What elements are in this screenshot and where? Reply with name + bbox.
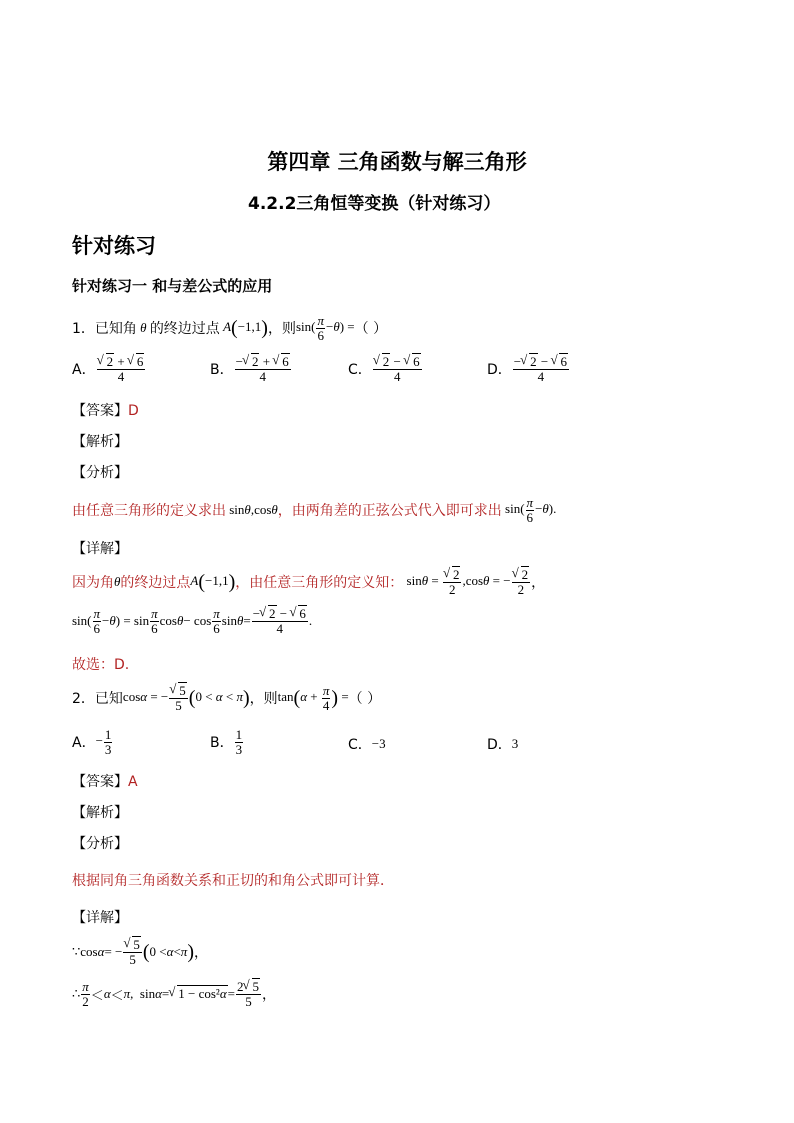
analysis-text-2: ，由两角差的正弦公式代入即可求出 xyxy=(277,503,502,520)
q1-conclusion: 故选：D. xyxy=(72,657,130,673)
q2-xiangjie: 【详解】 xyxy=(72,910,128,926)
sin-cos-values: sinθ = √ $\frac{2}{2}$ ,cosθ = − √ $\frac{2}{2}$ xyxy=(403,568,531,596)
q2-cos-expression: cosα = − √ $\frac{5}{5}$ (0 < α < π) xyxy=(123,684,250,712)
q2-fenxi: 【分析】 xyxy=(72,836,128,852)
option-label: D． xyxy=(487,362,512,379)
q2-jiexi: 【解析】 xyxy=(72,805,128,821)
q1-stem-c: ，则 xyxy=(267,321,296,338)
theta-symbol: θ xyxy=(136,320,150,336)
q2-stem-c: （ ） xyxy=(348,691,382,708)
q2-tan-expression: tan(α + $\frac{\pi}{4}$ ) = xyxy=(277,683,349,713)
option-value: 3 xyxy=(511,736,519,751)
answer-value: D xyxy=(128,403,139,419)
answer-value: A xyxy=(128,774,138,790)
point-a: A(−1,1) xyxy=(223,317,268,340)
q2-option-b[interactable] xyxy=(210,728,244,756)
q2-analysis: 根据同角三角函数关系和正切的和角公式即可计算． xyxy=(72,873,394,889)
option-value: − $\frac{1}{3}$ xyxy=(95,727,112,757)
heading-main: 针对练习 xyxy=(72,234,156,258)
chapter-title: 第四章 三角函数与解三角形 xyxy=(267,150,527,174)
q2-option-a[interactable] xyxy=(72,728,113,756)
q1-analysis xyxy=(72,496,556,524)
q1-stem xyxy=(72,314,387,342)
option-label: C． xyxy=(348,737,372,753)
option-label: A． xyxy=(72,735,96,752)
option-label: B． xyxy=(210,362,234,379)
point-a: A(−1,1) xyxy=(190,571,236,594)
analysis-expression: sin( $\frac{\pi}{6}$ −θ). xyxy=(501,495,557,525)
analysis-text: 由任意三角形的定义求出 xyxy=(72,503,226,520)
q1-option-d[interactable] xyxy=(487,355,570,383)
q1-option-a[interactable] xyxy=(72,355,146,383)
answer-label: 【答案】 xyxy=(72,774,128,790)
q2-detail-line1: ∵cos α = − √ $\frac{5}{5}$ ( 0 < α < π ) ， xyxy=(72,938,208,966)
q1-detail-line1: 因为角 θ 的终边过点 A(−1,1) ，由任意三角形的定义知： sinθ = √ $\frac{2}{2}$ ,cosθ = − √ $\frac{2}{2}$ ， xyxy=(72,568,545,596)
q2-answer xyxy=(72,771,138,791)
option-value: $\frac{-√ 2 - √ 6}{4}$ xyxy=(513,355,569,383)
q1-jiexi: 【解析】 xyxy=(72,434,128,450)
q2-stem xyxy=(72,684,381,712)
detail-text: 因为角 xyxy=(72,575,114,592)
sin-cos-theta: sinθ,cosθ xyxy=(226,502,278,518)
q2-option-c[interactable] xyxy=(348,734,386,754)
option-value: −3 xyxy=(371,736,386,751)
section-title: 4.2.2三角恒等变换（针对练习） xyxy=(248,194,501,214)
q1-stem-b: 的终边过点 xyxy=(149,321,220,338)
q2-option-d[interactable] xyxy=(487,734,518,754)
q1-stem-a: 1．已知角 xyxy=(72,321,137,338)
q1-xiangjie: 【详解】 xyxy=(72,541,128,557)
option-value: $\frac{-√ 2 + √ 6}{4}$ xyxy=(235,355,291,383)
q2-stem-a: 2．已知 xyxy=(72,691,123,708)
option-label: B． xyxy=(210,735,234,752)
option-value: √ $\frac{2 - √ 6}{4}$ xyxy=(373,355,422,383)
option-label: C． xyxy=(348,362,372,379)
option-label: D． xyxy=(487,737,512,753)
q1-fenxi: 【分析】 xyxy=(72,465,128,481)
q1-option-c[interactable] xyxy=(348,355,423,383)
detail-text: 的终边过点 xyxy=(120,575,191,592)
answer-label: 【答案】 xyxy=(72,403,128,419)
heading-sub: 针对练习一 和与差公式的应用 xyxy=(72,277,273,295)
option-label: A． xyxy=(72,362,96,379)
q1-stem-d: （ ） xyxy=(354,321,388,338)
option-value: $\frac{1}{3}$ xyxy=(235,727,243,757)
q1-answer xyxy=(72,400,139,420)
option-value: √ $\frac{2 + √ 6}{4}$ xyxy=(97,355,146,383)
detail-text: ，由任意三角形的定义知： xyxy=(235,575,404,592)
q2-detail-line2: ∴ $\frac{\pi}{2}$ ＜ α ＜ π , sin α = √ 1 − cos²α = $\frac{2√ 5}{5}$ ， xyxy=(72,980,276,1008)
q2-stem-b: ，则 xyxy=(249,691,278,708)
q1-expression: sin( $\frac{\pi}{6}$ −θ) = xyxy=(295,313,355,343)
theta-symbol: θ xyxy=(114,574,121,590)
q1-detail-line2: sin( $\frac{\pi}{6}$ − θ ) = sin $\frac{\pi}{6}$ cos θ − cos $\frac{\pi}{6}$ sin θ = $\frac{-√ 2 - √ 6}{4}$ . xyxy=(72,607,312,635)
q1-option-b[interactable] xyxy=(210,355,292,383)
